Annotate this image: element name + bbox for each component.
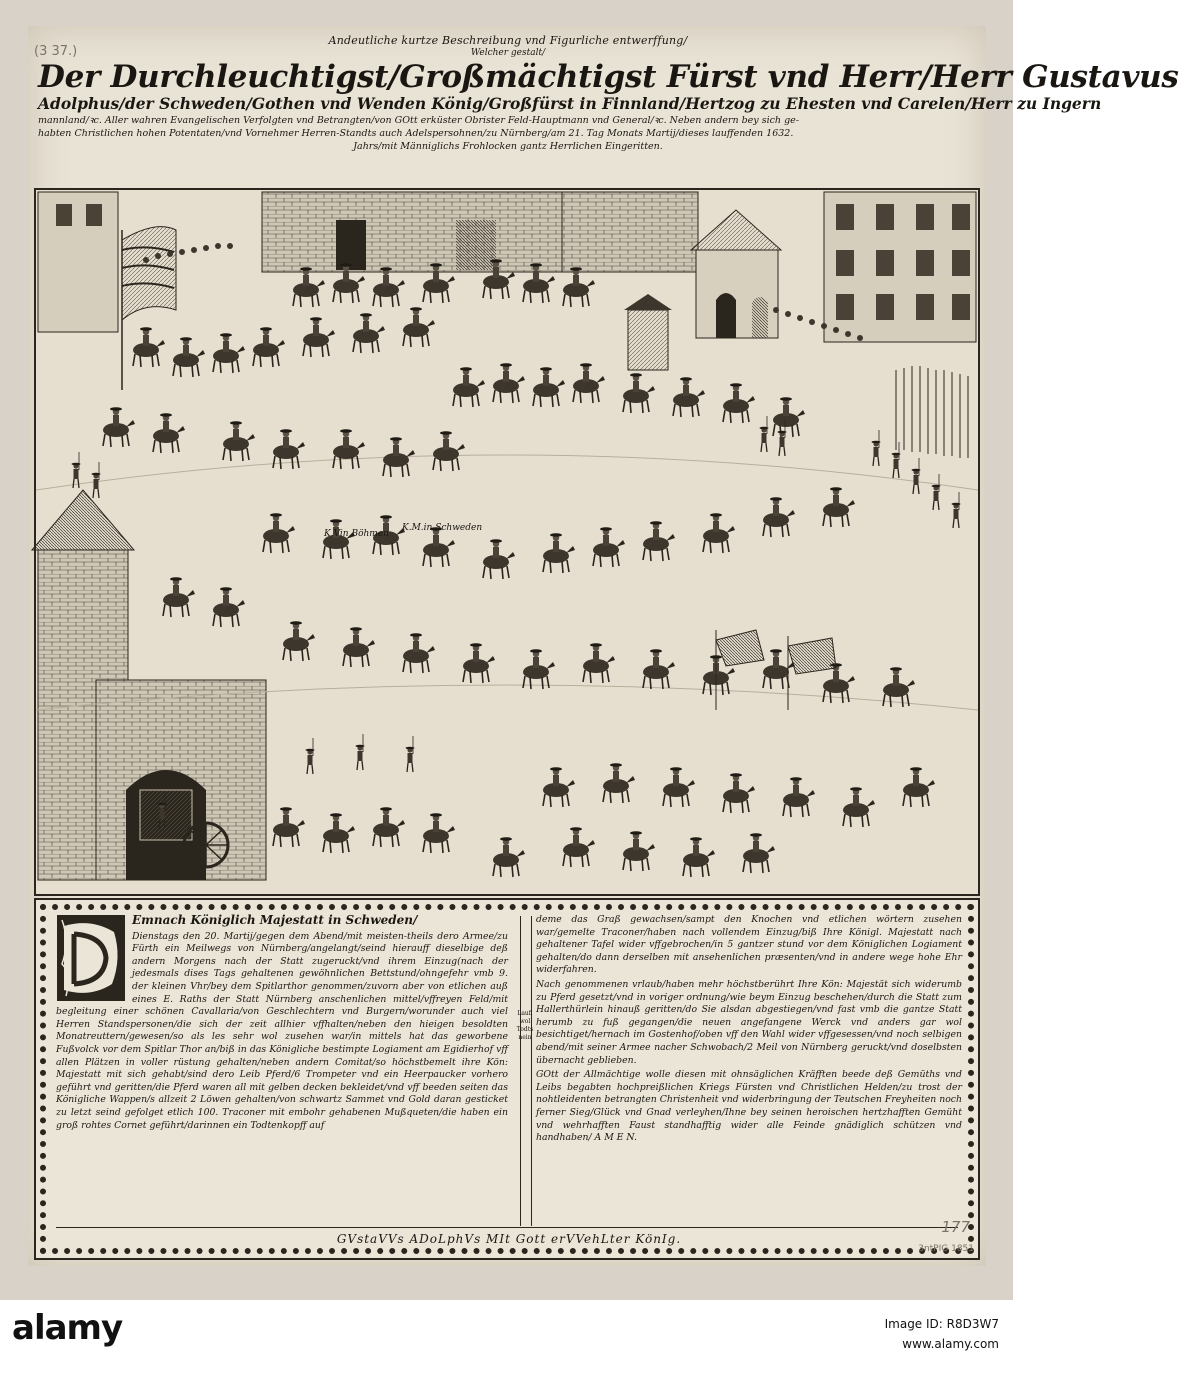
text-panel [34, 898, 980, 1260]
pencil-catalog-number: 177 [941, 1218, 970, 1236]
right-paragraph-2: Nach genommenen vrlaub/haben mehr höchstberührt Ihre Kön: Majestät sich widerumb zu Pferd gesetzt/vnd in voriger ordnung/wie beym Einzug beschehen/durch die Statt zum Hallerthürlein hinauß geritten/do Sie alsdan abgestiegen/vnd fast vmb die gantze Statt herumb zu fuß gegangen/die neuen angefangene Werck vnd anders gar wol besichtiget/hernach im Gostenhof/oben vff den Wahl wider vffgesessen/vnd noch selbigen abend/mit seiner Armee nacher Schwobach/2 Meil von Nürnberg geruckt/vnd doselbsten übernacht geblieben. [536, 978, 962, 1066]
image-id-label: Image ID: R8D3W7 [884, 1317, 999, 1331]
column-divider [520, 916, 532, 1226]
pencil-inventory-note: (3 37.) [34, 44, 78, 59]
broadsheet-header [38, 34, 1179, 153]
alamy-logo: alamy [12, 1308, 123, 1348]
title-line-2: Adolphus/der Schweden/Gothen vnd Wenden König/Großfürst in Finnland/Hertzog zu Ehesten vnd Carelen/Herr zu Ingern [38, 94, 1102, 113]
stock-watermark-bar [0, 1300, 1013, 1390]
procession-engraving [34, 188, 980, 896]
watermark-url: www.alamy.com [902, 1337, 999, 1351]
motto-rule [56, 1227, 958, 1228]
main-title: Der Durchleuchtigst/Großmächtigst Fürst vnd Herr/Herr Gustavus [38, 59, 1179, 95]
opening-line: Emnach Königlich Majestatt in Schweden/ [132, 913, 418, 927]
drop-cap-initial [56, 914, 126, 1002]
text-column-right [536, 914, 962, 1234]
title-line-4: habten Christlichen hohen Potentaten/vnd Vornehmer Herren-Standts auch Adelspersohnen/zu Nürnberg/am 21. Tag Monats Martij/dieses lauffenden 1632. [38, 128, 794, 139]
subtitle-line-1: Andeutliche kurtze Beschreibung vnd Figurliche entwerffung/ [328, 34, 688, 47]
label-king-sweden: K.M.in Schweden [402, 523, 483, 533]
subtitle-line-2: Welcher gestalt/ [470, 48, 546, 58]
left-column-body: Dienstags den 20. Martij/gegen dem Abend/mit meisten-theils dero Armee/zu Fürth ein Meilwegs von Nürnberg/angelangt/seind hierauff dieselbige deß andern Morgens nach der Statt zugeruckt/vnd ihrem Einzug(nach der jedesmals dises Tags gehaltenen gewöhnlichen Bettstund/ohngefehr vmb 9. der kleinen Vhr/bey dem Spitlarthor genommen/zuvorn aber von etlichen auß eines E. Raths der Statt Nürnberg anschenlichen mittel/vffreyen Feld/mit begleitung einer schönen Cavallaria/von Geschlechtern vnd Burgern/worunder auch viel Herren Standspersonen/die sich der zeit allhier vffhalten/neben den hieigen besoldten Monatreuttern/gewesen/so als les sehr wol zusehen war/in mittels hat das geworbene Fußvolck vor dem Spitlar Thor an/biß in das Königliche bestimpte Logiament am Egidierhof vff allen Plätzen in voller rüstung gehalten/neben andern Comitat/so höchstbemelt ihre Kön: Majestatt mit sich gehabt/sind dero Leib Pferd/6 Trompeter vnd ein Heerpaucker vorhero geführt vnd geritten/die Pferd waren all mit gelben decken bekleidet/vnd vff beeden seiten das Königliche Wappen/s allzeit 2 Löwen gehalten/von schwartz Sammet vnd Gold daran gesticket zu letzt seind gefolget etlich 100. Traconer mit embohr gehabenen Mußqueten/die haben ein groß rohtes Cornet geführt/darinnen ein Todtenkopff auf [56, 930, 508, 1131]
title-line-3: mannland/ꝛc. Aller wahren Evangelischen Verfolgten vnd Betrangten/von GOtt erküster Obrister Feld-Hauptmann vnd General/ꝛc. Neben andern bey sich ge- [38, 115, 799, 126]
pencil-accession-note: 3ntPIG 1851 [918, 1244, 974, 1254]
right-paragraph-1: deme das Graß gewachsen/sampt den Knochen vnd etlichen wörtern zusehen war/gemelte Traconer/haben nach vollendem Einzug/biß Ihre Königl. Majestatt nach gehaltener Tafel wider vffgebrochen/in 5 gantzer stund vor dem Königlichen Logiament gehalten/do dann derselben mit ansehenlichen præsenten/vnd in andere wege hohe Ehr widerfahren. [536, 914, 962, 976]
chronogram-motto: GVstaVVs ADoLphVs MIt Gott erVVehLter KönIg. [336, 1232, 682, 1246]
title-line-5: Jahrs/mit Männiglichs Frohlocken gantz Herrlichen Eingeritten. [353, 141, 663, 152]
text-column-left [56, 914, 508, 1234]
broadsheet-paper [28, 26, 1179, 1266]
marginal-note: Lauf. wol Todts nein [516, 1010, 534, 1041]
right-paragraph-3: GOtt der Allmächtige wolle diesen mit ohnsäglichen Kräfften beede deß Gemüths vnd Leibs begabten hochpreißlichen Kriegs Fürsten vnd Christlichen Helden/zu trost der nohtleidenten betrangten Christenheit vnd widerbringung der Teutschen Freyheiten noch ferner Sieg/Glück vnd Gnad verleyhen/Ihne bey seinen heroischen hertzhafften Gemüht vnd wehrhafften Faust standhafftig wider alle Feinde gnädiglich schützen vnd handhaben/ A M E N. [536, 1069, 962, 1144]
engraving-illustration [36, 190, 978, 894]
label-king-bohemia: K.Vin Böhmen [324, 529, 389, 539]
watermark-info [885, 1314, 999, 1354]
